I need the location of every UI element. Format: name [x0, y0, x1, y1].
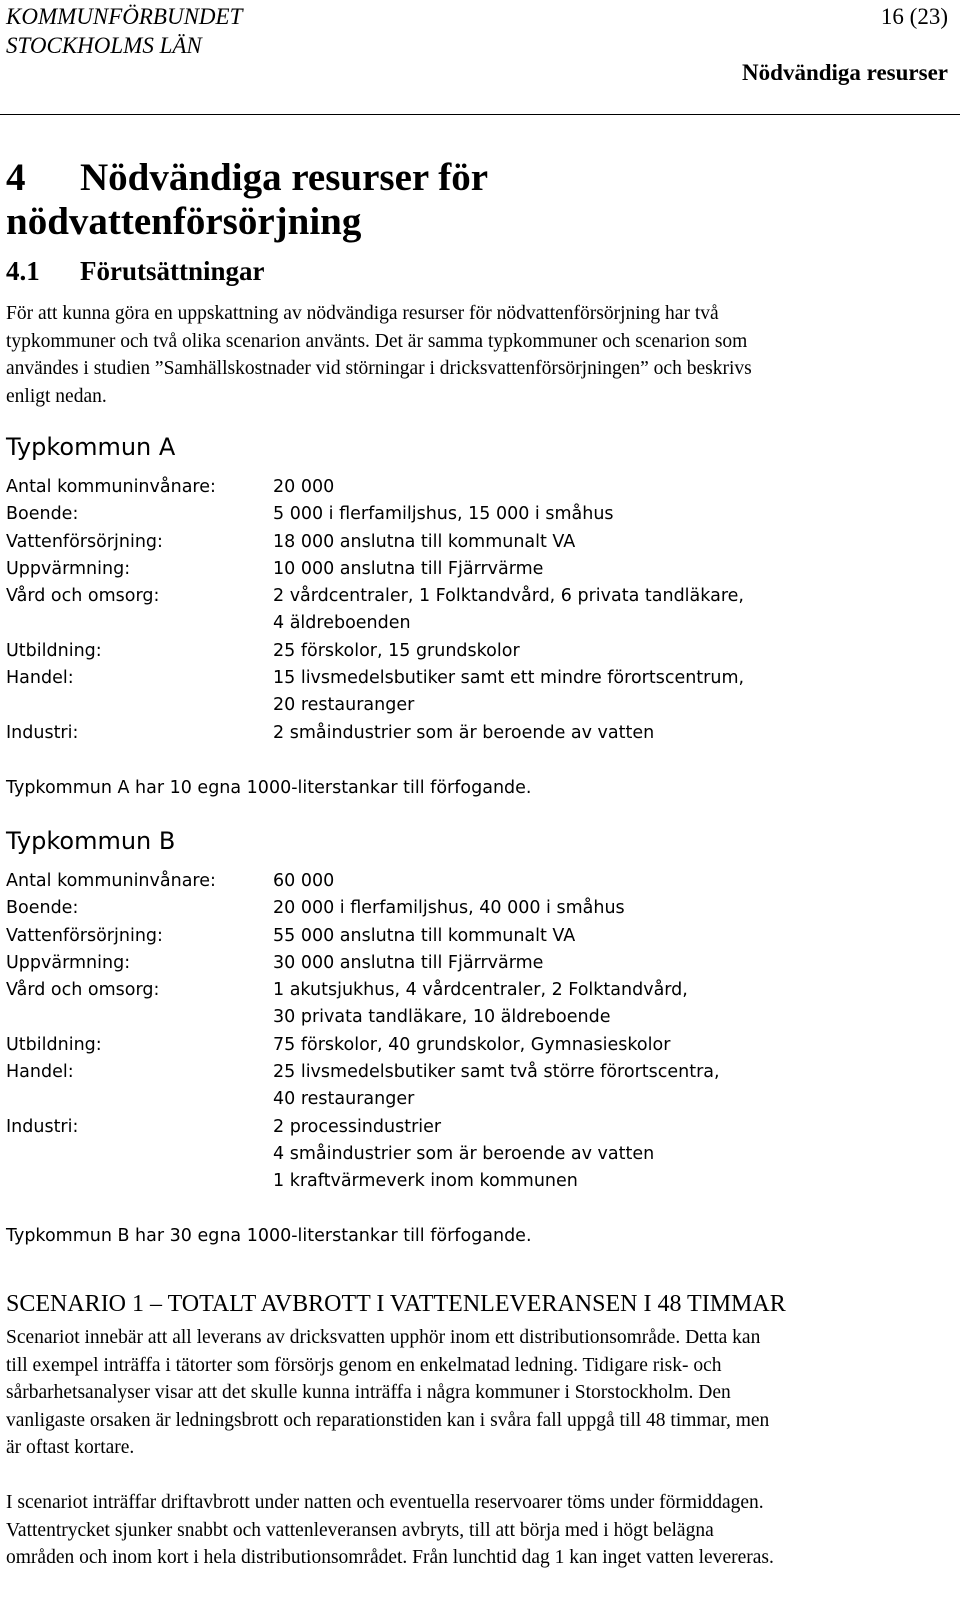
fact-label: Boende:	[6, 504, 79, 525]
fact-label: Boende:	[6, 898, 79, 919]
scenario-line: I scenariot inträffar driftavbrott under natten och eventuella reservoarer töms under förmiddagen.	[6, 1492, 764, 1513]
fact-row	[6, 638, 946, 665]
kommun-a-note: Typkommun A har 10 egna 1000-literstankar till förfogande.	[6, 778, 532, 798]
chapter-title-line2: nödvattenförsörjning	[6, 200, 362, 243]
fact-label: Antal kommuninvånare:	[6, 871, 216, 891]
scenario-paragraph-1	[6, 1324, 936, 1462]
chapter-title-line1: Nödvändiga resurser för	[80, 156, 489, 199]
kommun-b-facts	[6, 868, 946, 1196]
intro-line: typkommuner och två olika scenarion använts. Det är samma typkommuner och scenarion som	[6, 330, 748, 352]
fact-row	[6, 583, 946, 638]
fact-label: Vård och omsorg:	[6, 586, 160, 607]
fact-value: 20 000 i flerfamiljshus, 40 000 i småhus	[273, 898, 625, 919]
fact-row	[6, 1032, 946, 1059]
fact-value: 25 förskolor, 15 grundskolor	[273, 640, 520, 661]
chapter-number: 4	[6, 156, 26, 199]
fact-value: 5 000 i flerfamiljshus, 15 000 i småhus	[273, 504, 614, 525]
fact-value: 15 livsmedelsbutiker samt ett mindre förortscentrum, 20 restauranger	[273, 668, 745, 716]
section-number: 4.1	[6, 256, 40, 286]
fact-row	[6, 1059, 946, 1114]
org-name	[6, 2, 242, 60]
scenario-line: sårbarhetsanalyser visar att det skulle kunna inträffa i några kommuner i Storstockholm. Den	[6, 1382, 731, 1403]
fact-value: 60 000	[273, 871, 335, 891]
fact-row	[6, 529, 946, 556]
section-title: Förutsättningar	[80, 256, 265, 286]
page-number: 16 (23)	[880, 4, 948, 29]
chapter-heading	[6, 156, 488, 244]
scenario-paragraph-2	[6, 1489, 936, 1572]
fact-row	[6, 665, 946, 720]
scenario-line: Scenariot innebär att all leverans av dricksvatten upphör inom ett distributionsområde. Detta kan	[6, 1327, 761, 1348]
fact-label: Vattenförsörjning:	[6, 925, 163, 946]
header-divider	[0, 114, 960, 115]
scenario-line: områden och inom kort i hela distributionsområdet. Från lunchtid dag 1 kan inget vatten levereras.	[6, 1547, 774, 1568]
fact-label: Handel:	[6, 1062, 74, 1083]
running-section-title: Nödvändiga resurser	[742, 60, 948, 85]
fact-value: 75 förskolor, 40 grundskolor, Gymnasieskolor	[273, 1034, 671, 1055]
fact-label: Handel:	[6, 668, 74, 689]
fact-row	[6, 950, 946, 977]
kommun-b-heading: Typkommun B	[6, 827, 176, 855]
scenario-line: till exempel inträffa i tätorter som försörjs genom en enkelmatad ledning. Tidigare risk- och	[6, 1354, 722, 1376]
kommun-a-facts	[6, 474, 946, 747]
scenario-line: vanligaste orsaken är ledningsbrott och reparationstiden kan i svåra fall uppgå till 48 timmar, men	[6, 1409, 770, 1431]
kommun-b-note: Typkommun B har 30 egna 1000-literstankar till förfogande.	[6, 1226, 532, 1246]
kommun-a-heading: Typkommun A	[6, 433, 176, 461]
fact-label: Industri:	[6, 722, 79, 743]
scenario-heading: SCENARIO 1 – TOTALT AVBROTT I VATTENLEVERANSEN I 48 TIMMAR	[6, 1291, 786, 1317]
fact-value: 18 000 anslutna till kommunalt VA	[273, 531, 576, 552]
fact-label: Vård och omsorg:	[6, 980, 160, 1001]
fact-label: Vattenförsörjning:	[6, 531, 163, 552]
fact-row	[6, 556, 946, 583]
fact-value: 30 000 anslutna till Fjärrvärme	[273, 952, 544, 973]
fact-value: 2 småindustrier som är beroende av vatten	[273, 722, 655, 743]
fact-label: Uppvärmning:	[6, 952, 131, 973]
fact-value: 1 akutsjukhus, 4 vårdcentraler, 2 Folktandvård, 30 privata tandläkare, 10 äldreboende	[273, 980, 688, 1028]
fact-row	[6, 923, 946, 950]
fact-row	[6, 1114, 946, 1196]
intro-line: användes i studien ”Samhällskostnader vid störningar i dricksvattenförsörjningen” och beskrivs	[6, 358, 752, 379]
fact-value: 20 000	[273, 477, 335, 497]
scenario-line: är oftast kortare.	[6, 1437, 135, 1458]
fact-value: 55 000 anslutna till kommunalt VA	[273, 925, 576, 946]
fact-row	[6, 895, 946, 922]
org-name-line1: KOMMUNFÖRBUNDET	[6, 4, 243, 29]
fact-label: Industri:	[6, 1116, 79, 1137]
fact-row	[6, 474, 946, 501]
fact-value: 10 000 anslutna till Fjärrvärme	[273, 558, 544, 579]
fact-label: Uppvärmning:	[6, 558, 131, 579]
fact-value: 2 processindustrier 4 småindustrier som är beroende av vatten 1 kraftvärmeverk inom kommunen	[273, 1116, 655, 1192]
fact-label: Utbildning:	[6, 1034, 102, 1055]
fact-value: 25 livsmedelsbutiker samt två större förortscentra, 40 restauranger	[273, 1062, 720, 1110]
fact-row	[6, 868, 946, 895]
org-name-line2: STOCKHOLMS LÄN	[6, 33, 202, 58]
scenario-line: Vattentrycket sjunker snabbt och vattenleveransen avbryts, till att börja med i högt belägna	[6, 1519, 714, 1541]
section-heading	[6, 255, 265, 287]
intro-line: För att kunna göra en uppskattning av nödvändiga resurser för nödvattenförsörjning har två	[6, 303, 719, 324]
fact-label: Antal kommuninvånare:	[6, 477, 216, 497]
fact-label: Utbildning:	[6, 640, 102, 661]
fact-value: 2 vårdcentraler, 1 Folktandvård, 6 privata tandläkare, 4 äldreboenden	[273, 586, 744, 634]
intro-paragraph	[6, 300, 936, 410]
fact-row	[6, 501, 946, 528]
intro-line: enligt nedan.	[6, 385, 107, 407]
fact-row	[6, 977, 946, 1032]
fact-row	[6, 720, 946, 747]
